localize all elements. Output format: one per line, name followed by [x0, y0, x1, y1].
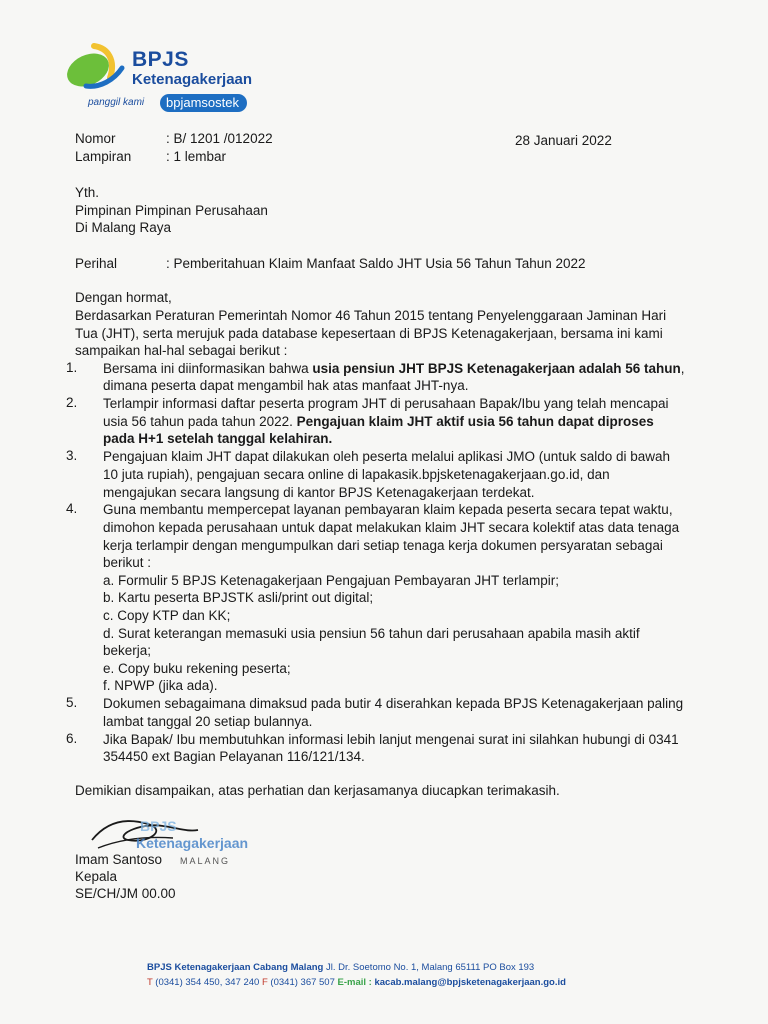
signatory-name: Imam Santoso: [75, 852, 163, 867]
item-2-line-2: [103, 413, 715, 431]
item-6-number: 6.: [66, 731, 78, 746]
item-4-sub-d-line-1: d. Surat keterangan memasuki usia pensiun 56 tahun dari perusahaan apabila masih aktif: [103, 626, 640, 641]
stamp-city-text: MALANG: [180, 856, 231, 866]
logo-tagline: panggil kami: [88, 97, 145, 108]
logo-brand-text: BPJS: [132, 48, 189, 71]
item-4-sub-e: e. Copy buku rekening peserta;: [103, 661, 291, 676]
lampiran-value: : 1 lembar: [166, 149, 227, 164]
stamp-subtitle-text: Ketenagakerjaan: [136, 835, 249, 851]
closing-text: Demikian disampaikan, atas perhatian dan kerjasamanya diucapkan terimakasih.: [75, 783, 560, 798]
item-4-line-2: dimohon kepada perusahaan untuk dapat melakukan klaim JHT secara kolektif atas data tenaga: [103, 520, 680, 535]
perihal-value: : Pemberitahuan Klaim Manfaat Saldo JHT Usia 56 Tahun Tahun 2022: [166, 256, 586, 271]
logo-subtitle-text: Ketenagakerjaan: [132, 71, 253, 88]
item-1-line-2: dimana peserta dapat mengambil hak atas manfaat JHT-nya.: [103, 378, 469, 393]
item-3-line-3: mengajukan secara langsung di kantor BPJS Ketenagakerjaan terdekat.: [103, 485, 535, 500]
recipient-line-2: Di Malang Raya: [75, 220, 172, 235]
item-5-line-2: lambat tanggal 20 setiap bulannya.: [103, 714, 313, 729]
footer-fax: (0341) 367 507: [267, 977, 338, 988]
item-4-sub-a: a. Formulir 5 BPJS Ketenagakerjaan Pengajuan Pembayaran JHT terlampir;: [103, 573, 559, 588]
item-2-line-3: pada H+1 setelah tanggal kelahiran.: [103, 431, 333, 446]
signatory-code: SE/CH/JM 00.00: [75, 886, 176, 901]
item-4-line-4: berikut :: [103, 555, 152, 570]
item-4-sub-f: f. NPWP (jika ada).: [103, 678, 218, 693]
letter-footer: [147, 960, 566, 990]
letter-date: 28 Januari 2022: [515, 133, 612, 148]
lampiran-label: Lampiran: [75, 149, 132, 164]
item-1-line-1: [103, 360, 715, 378]
footer-fax-label: F: [261, 977, 268, 988]
intro-line-1: Berdasarkan Peraturan Pemerintah Nomor 46 Tahun 2015 tentang Penyelenggaraan Jaminan Hari: [75, 308, 667, 323]
item-3-number: 3.: [66, 448, 78, 463]
item-1-number: 1.: [66, 360, 78, 375]
stamp-brand-text: BPJS: [140, 818, 177, 834]
item-2-bold-text: Pengajuan klaim JHT aktif usia 56 tahun dapat diproses: [296, 414, 654, 429]
item-6-line-2: 354450 ext Bagian Pelayanan 116/121/134.: [103, 749, 365, 764]
item-3-line-2: 10 juta rupiah), pengajuan secara online di lapakasik.bpjsketenagakerjaan.go.id, dan: [103, 467, 610, 482]
item-6-line-1: Jika Bapak/ Ibu membutuhkan informasi lebih lanjut mengenai surat ini silahkan hubungi di 0341: [103, 732, 679, 747]
bpjs-logo: [64, 40, 284, 120]
nomor-value: : B/ 1201 /012022: [166, 131, 273, 146]
item-4-sub-d-line-2: bekerja;: [103, 643, 152, 658]
item-1-comma: ,: [680, 361, 685, 376]
intro-line-3: sampaikan hal-hal sebagai berikut :: [75, 343, 288, 358]
footer-office-name: BPJS Ketenagakerjaan Cabang Malang: [147, 962, 324, 973]
footer-contact-line: [147, 975, 566, 990]
intro-line-2: Tua (JHT), serta merujuk pada database kepesertaan di BPJS Ketenagakerjaan, bersama ini kami: [75, 326, 663, 341]
footer-phones: (0341) 354 450, 347 240: [152, 977, 262, 988]
footer-phone-label: T: [147, 977, 153, 988]
item-1-bold-text: usia pensiun JHT BPJS Ketenagakerjaan adalah 56 tahun: [312, 361, 681, 376]
item-4-sub-c: c. Copy KTP dan KK;: [103, 608, 231, 623]
recipient-line-1: Pimpinan Pimpinan Perusahaan: [75, 203, 268, 218]
item-4-sub-b: b. Kartu peserta BPJSTK asli/print out digital;: [103, 590, 374, 605]
signatory-title: Kepala: [75, 869, 118, 884]
footer-email: kacab.malang@bpjsketenagakerjaan.go.id: [374, 977, 566, 988]
logo-pill-badge: bpjamsostek: [160, 94, 247, 112]
item-5-line-1: Dokumen sebagaimana dimaksud pada butir 4 diserahkan kepada BPJS Ketenagakerjaan paling: [103, 696, 684, 711]
item-3-line-1: Pengajuan klaim JHT dapat dilakukan oleh peserta melalui aplikasi JMO (untuk saldo di bawah: [103, 449, 671, 464]
perihal-label: Perihal: [75, 256, 118, 271]
item-2-line-1: Terlampir informasi daftar peserta program JHT di perusahaan Bapak/Ibu yang telah mencapai: [103, 396, 669, 411]
salutation: Dengan hormat,: [75, 290, 172, 305]
item-2-text: usia 56 tahun pada tahun 2022.: [103, 414, 297, 429]
footer-address: Jl. Dr. Soetomo No. 1, Malang 65111 PO Box 193: [323, 962, 535, 973]
item-4-number: 4.: [66, 501, 78, 516]
recipient-yth: Yth.: [75, 185, 100, 200]
item-4-line-3: kerja terlampir dengan mengumpulkan dari setiap tenaga kerja dokumen persyaratan sebagai: [103, 538, 663, 553]
nomor-label: Nomor: [75, 131, 116, 146]
footer-email-label: E-mail :: [337, 977, 375, 988]
item-4-line-1: Guna membantu mempercepat layanan pembayaran klaim kepada peserta secara tepat waktu,: [103, 502, 673, 517]
item-2-number: 2.: [66, 395, 78, 410]
item-5-number: 5.: [66, 695, 78, 710]
footer-address-line: [147, 960, 566, 975]
item-1-text: Bersama ini diinformasikan bahwa: [103, 361, 313, 376]
bpjs-leaf-icon: [64, 40, 134, 95]
